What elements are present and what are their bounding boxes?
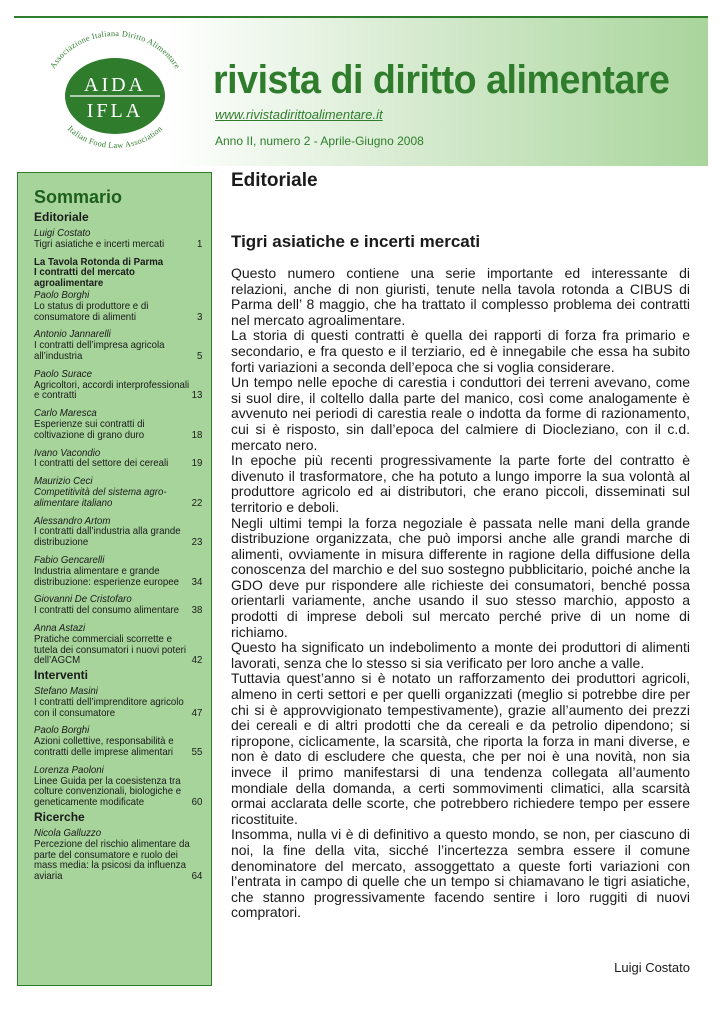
article-paragraph: In epoche più recenti progressivamente la parte forte del contratto è divenuto il trasformatore, che ha potuto a lungo imporre la sua volontà al produttore agricolo ed ai distributori, che erano piccoli, disseminati sul territorio e deboli. — [231, 452, 690, 515]
aida-ifla-logo — [30, 20, 200, 160]
toc-entry-page: 13 — [191, 389, 203, 402]
toc-entry-author: Lorenza Paoloni — [34, 763, 104, 776]
masthead-top-rule — [14, 16, 708, 18]
toc-entry[interactable] — [34, 594, 206, 616]
toc-entry-title: Tigri asiatiche e incerti mercati — [34, 237, 165, 250]
toc-entry-author: La Tavola Rotonda di Parma — [34, 255, 164, 268]
toc-entry[interactable] — [34, 725, 206, 757]
toc-entry-title: I contratti del settore dei cereali — [34, 457, 169, 470]
toc-entry-page: 3 — [196, 310, 203, 323]
article-paragraph: Un tempo nelle epoche di carestia i conduttori dei terreni avevano, come si suol dire, il coltello dalla parte del manico, così come analogamente è avvenuto nei periodi di carestia reale o indotta da forme di razionamento, cui si è risposto, sin dall’epoca del calmiere di Diocleziano, con il c.d. mercato nero. — [231, 374, 690, 453]
article-title: Tigri asiatiche e incerti mercati — [231, 232, 481, 251]
toc-entry-title: I contratti dell’imprenditore agricolo con il consumatore — [34, 695, 184, 719]
toc-section-editoriale: Editoriale — [34, 210, 89, 224]
toc-entry-author: Paolo Borghi — [34, 724, 90, 737]
toc-entry[interactable] — [34, 828, 206, 882]
toc-entry-title: I contratti del consumo alimentare — [34, 604, 179, 617]
toc-entry[interactable] — [34, 765, 206, 808]
section-heading: Editoriale — [231, 170, 318, 191]
article-signature: Luigi Costato — [614, 960, 690, 975]
issue-info: Anno II, numero 2 - Aprile-Giugno 2008 — [215, 134, 424, 148]
toc-entry-title: Industria alimentare e grande distribuzione: esperienze europee — [34, 564, 180, 588]
toc-entry-page: 1 — [196, 237, 203, 250]
toc-entry-page: 5 — [196, 349, 203, 362]
toc-entry[interactable] — [34, 369, 206, 401]
toc-entry-page: 64 — [191, 870, 203, 883]
toc-entry-title: Percezione del rischio alimentare da parte del consumatore e ruolo dei mass media: la psicosi da influenza aviaria — [34, 837, 190, 883]
toc-entry-title: I contratti dell’impresa agricola all’industria — [34, 339, 165, 362]
article-paragraph: La storia di questi contratti è quella dei rapporti di forza fra primario e secondario, e fra questo e il terziario, ed è innegabile che essa ha subito forti variazioni a seconda dell’epoca che si voglia considerare. — [231, 327, 690, 375]
logo-aida: AIDA — [84, 74, 146, 96]
toc-entry-page: 22 — [191, 496, 203, 509]
toc-entry-page: 18 — [191, 428, 203, 441]
journal-title: rivista di diritto alimentare — [213, 58, 670, 102]
toc-entry[interactable] — [34, 408, 206, 440]
toc-entry-author: Alessandro Artom — [34, 514, 111, 527]
toc-entry[interactable] — [34, 623, 206, 666]
toc-title: Sommario — [34, 187, 123, 207]
table-of-contents — [17, 172, 212, 986]
toc-entry-author: Luigi Costato — [34, 227, 91, 239]
article-paragraph: Questo numero contiene una serie importante ed interessante di relazioni, anche di non giuristi, tenute nella tavola rotonda a CIBUS di Parma dell’ 8 maggio, che ha trattato il complesso problema dei contratti nel mercato agroalimentare. — [231, 265, 690, 328]
article-paragraph: Tuttavia quest’anno si è notato un rafforzamento dei produttori agricoli, almeno in certi settori e per quelli organizzati (meglio si potrebbe dire per chi si è approvvigionato tempestivamente), grazie all’aumento dei prezzi dei cereali e di altri prodotti che da cereali e da petrolio dipendono; si ripropone, ciclicamente, la scarsità, che riporta la forza in mani diverse, e non è dato di escludere che questa, che per noi è una novità, non sia invece il primo manifestarsi di una tendenza collegata all’aumento mondiale della domanda, a certi sommovimenti climatici, alla scarsità ormai acclarata delle scorte, che potrebbero richiedere tempo per essere ricostituite. — [231, 670, 690, 827]
toc-entry-page: 19 — [191, 457, 203, 470]
logo-arc-top-text: Associazione Italiana Diritto Alimentare — [48, 28, 182, 71]
toc-entry-page: 23 — [191, 536, 203, 549]
toc-entry-author: Paolo Borghi — [34, 288, 90, 301]
toc-entry-page: 42 — [191, 654, 203, 667]
logo-ifla: IFLA — [86, 100, 144, 122]
article-body — [231, 266, 690, 921]
toc-entry-roundtable[interactable] — [34, 257, 206, 289]
toc-entry[interactable] — [34, 290, 206, 322]
toc-entry-author: Anna Astazi — [34, 621, 86, 634]
toc-section-interventi: Interventi — [34, 668, 89, 683]
toc-section-ricerche: Ricerche — [34, 810, 85, 825]
journal-website-link[interactable]: www.rivistadirittoalimentare.it — [215, 107, 383, 122]
toc-entry-title: I contratti dall’industria alla grande distribuzione — [34, 525, 181, 549]
toc-entry-author: Carlo Maresca — [34, 407, 97, 420]
toc-entry-author: Stefano Masini — [34, 685, 98, 698]
toc-entry-author: Antonio Jannarelli — [34, 328, 111, 341]
toc-entry-page: 47 — [191, 706, 203, 719]
toc-entry-page: 60 — [191, 796, 203, 809]
toc-entry-author: Giovanni De Cristofaro — [34, 593, 132, 606]
toc-entry-title: Linee Guida per la coesistenza tra colture convenzionali, biologiche e geneticamente modificate — [34, 774, 182, 809]
article-paragraph: Questo ha significato un indebolimento a monte dei produttori di alimenti lavorati, senza che lo stesso si sia verificato per loro anche a valle. — [231, 639, 690, 671]
toc-entry-title: I contratti del mercato agroalimentare — [34, 266, 135, 290]
toc-entry[interactable] — [34, 448, 206, 470]
toc-entry[interactable] — [34, 228, 206, 250]
toc-entry-author: Maurizio Ceci — [34, 475, 93, 488]
toc-entry-title: Esperienze sui contratti di coltivazione di grano duro — [34, 417, 145, 441]
article-paragraph: Insomma, nulla vi è di definitivo a questo mondo, se non, per ciascuno di noi, la fine della vita, sicché l’incertezza sembra essere il comune denominatore del mercato, assoggettato a queste forti variazioni con l’entrata in campo di quelle che un tempo si chiamavano le tigri asiatiche, che stanno progressivamente facendo sentire i loro ruggiti di nuovi compratori. — [231, 826, 690, 921]
toc-entry-title: Competitività del sistema agro-alimentare italiano — [34, 485, 167, 509]
toc-entry[interactable] — [34, 329, 206, 361]
article-paragraph: Negli ultimi tempi la forza negoziale è passata nelle mani della grande distribuzione organizzata, che può imporsi anche alle grandi marche di alimenti, ovviamente in misura differente in ragione della diffusione della conoscenza del marchio e del suo sostegno pubblicitario, poiché anche la GDO deve pur rispondere alle richieste dei consumatori, benché possa orientarli variamente, anche usando il suo stesso marchio, apposto a prodotti di imprese deboli sul mercato perché prive di un nome di richiamo. — [231, 514, 690, 640]
logo-arc-bottom-text: Italian Food Law Association — [65, 124, 165, 151]
toc-entry[interactable] — [34, 555, 206, 587]
toc-entry-page: 38 — [191, 604, 203, 617]
toc-entry-title: Agricoltori, accordi interprofessionali e contratti — [34, 378, 190, 402]
toc-entry-page: 55 — [191, 746, 203, 759]
toc-entry-page: 34 — [191, 575, 203, 588]
toc-entry-title: Lo status di produttore e di consumatore di alimenti — [34, 299, 149, 323]
toc-entry-author: Nicola Galluzzo — [34, 827, 102, 840]
toc-entry-author: Fabio Gencarelli — [34, 553, 105, 566]
toc-entry[interactable] — [34, 476, 206, 508]
toc-entry[interactable] — [34, 686, 206, 718]
toc-entry[interactable] — [34, 516, 206, 548]
toc-entry-author: Paolo Surace — [34, 367, 93, 380]
toc-entry-title: Pratiche commerciali scorrette e tutela dei consumatori i nuovi poteri dell’AGCM — [34, 632, 186, 667]
toc-entry-title: Azioni collettive, responsabilità e contratti delle imprese alimentari — [34, 735, 174, 759]
toc-entry-author: Ivano Vacondio — [34, 446, 101, 459]
